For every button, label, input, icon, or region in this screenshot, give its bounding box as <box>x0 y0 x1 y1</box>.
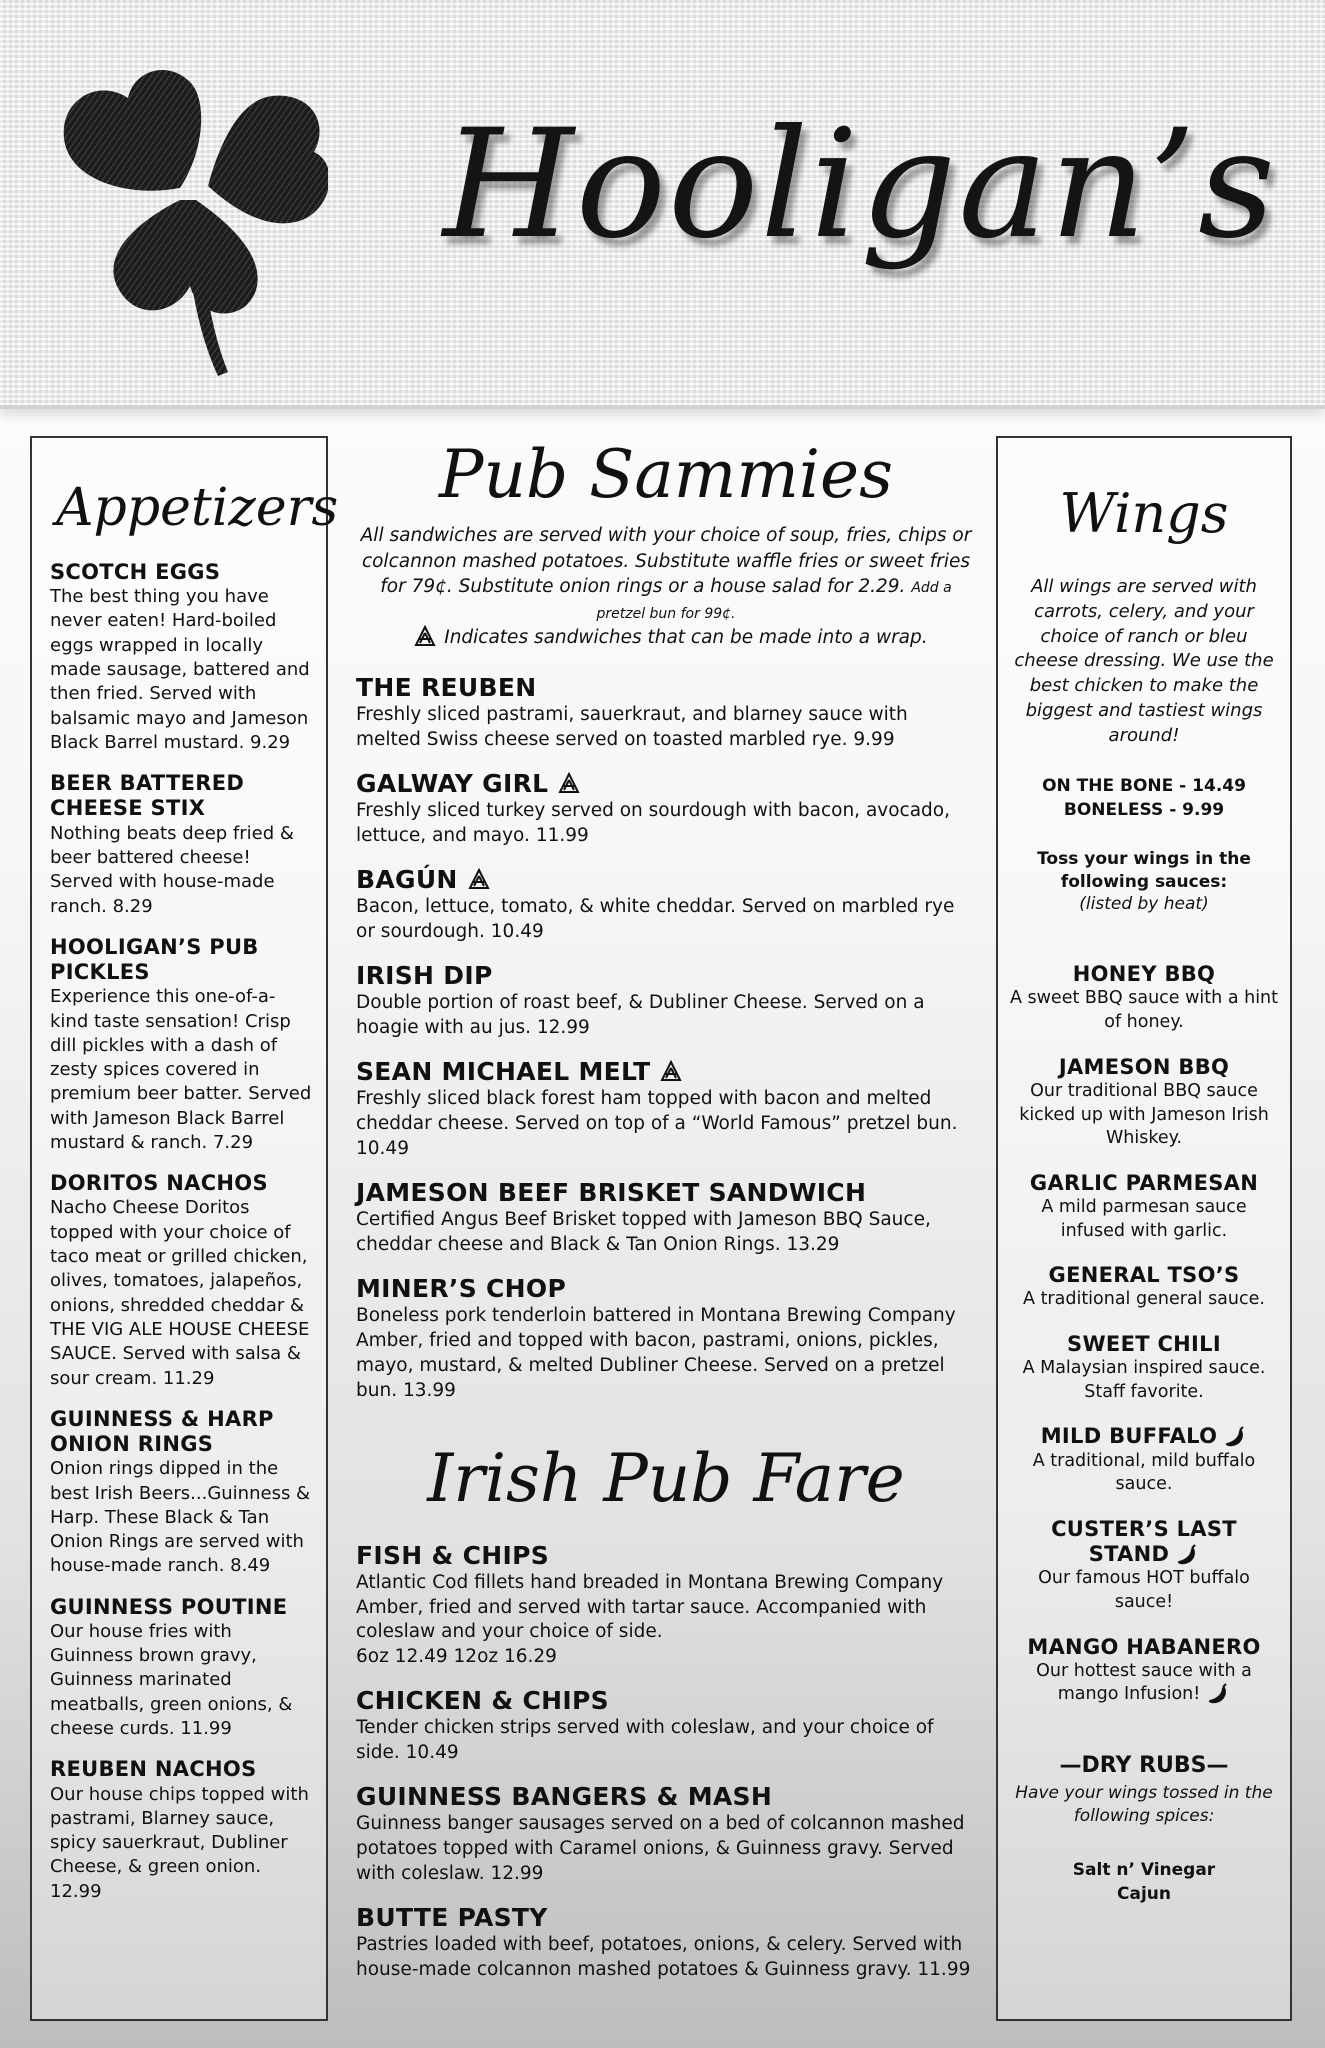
menu-item <box>356 673 976 753</box>
sauce-description-row <box>1008 1660 1280 1707</box>
sauce-description: A mild parmesan sauce infused with garlic. <box>1041 1196 1247 1241</box>
item-description: Nothing beats deep fried & beer battered cheese! Served with house-made ranch. 8.29 <box>50 822 294 917</box>
header-banner <box>0 0 1325 409</box>
toss-subheading: (listed by heat) <box>1079 894 1209 915</box>
item-description: Nacho Cheese Doritos topped with your choice of taco meat or grilled chicken, olives, tomatoes, jalapeños, onions, shredded cheddar & THE VIG ALE HOUSE CHEESE SAUCE. Served with salsa & sour cream. 11.29 <box>50 1197 310 1389</box>
sauce-name: HONEY BBQ <box>1072 962 1216 987</box>
item-name: REUBEN NACHOS <box>50 1757 257 1782</box>
brand-title: Hooligan’s <box>442 98 1278 272</box>
menu-item <box>356 1057 976 1162</box>
sauce-name: GARLIC PARMESAN <box>1029 1170 1259 1195</box>
chili-pepper-icon <box>1204 1683 1230 1705</box>
item-description: Guinness banger sausages served on a bed of colcannon mashed potatoes topped with Caramel onions, & Guinness gravy. Served with coleslaw. 12.99 <box>356 1813 965 1885</box>
item-name: BAGÚN <box>356 864 458 894</box>
sauce-name: SWEET CHILI <box>1067 1332 1221 1357</box>
celtic-knot-icon <box>556 772 582 798</box>
chili-pepper-icon <box>1173 1544 1199 1566</box>
item-name: GUINNESS & HARP ONION RINGS <box>50 1406 274 1457</box>
dry-rub-item: Cajun <box>1117 1884 1171 1905</box>
menu-item <box>356 769 976 849</box>
celtic-knot-icon <box>658 1060 684 1086</box>
item-price: 6oz 12.49 12oz 16.29 <box>356 1646 557 1668</box>
sauce-name: CUSTER’S LAST STAND <box>1051 1516 1237 1567</box>
item-name-row <box>356 865 976 895</box>
sauce-name-row <box>1008 1424 1280 1449</box>
price-boneless: BONELESS - 9.99 <box>1063 799 1225 820</box>
sauce-description: A Malaysian inspired sauce. Staff favorite. <box>1022 1358 1266 1402</box>
sauce-item <box>1008 962 1280 1034</box>
item-description: Boneless pork tenderloin battered in Montana Brewing Company Amber, fried and topped with bacon, pastrami, onions, pickles, mayo, mustard, & melted Dubliner Cheese. Served on a pretzel bun. 13.99 <box>356 1304 956 1401</box>
wings-title: Wings <box>1059 482 1229 545</box>
item-description: Pastries loaded with beef, potatoes, onions, & celery. Served with house-made colcannon mashed potatoes & Guinness gravy. 11.99 <box>356 1934 971 1981</box>
wings-panel <box>996 436 1292 2021</box>
menu-item <box>356 961 976 1041</box>
appetizers-title: Appetizers <box>56 478 339 538</box>
sauce-description: A traditional, mild buffalo sauce. <box>1032 1450 1256 1495</box>
item-name: BEER BATTERED CHEESE STIX <box>50 771 245 821</box>
item-description: Onion rings dipped in the best Irish Beers...Guinness & Harp. These Black & Tan Onion Rings are served with house-made ranch. 8.49 <box>50 1458 311 1577</box>
item-description: Certified Angus Beef Brisket topped with Jameson BBQ Sauce, cheddar cheese and Black & Tan Onion Rings. 13.29 <box>356 1208 931 1255</box>
sauce-description: Our hottest sauce with a mango Infusion! <box>1036 1660 1252 1705</box>
toss-heading: Toss your wings in the following sauces: <box>1037 849 1251 893</box>
sauce-name-row <box>1008 1517 1280 1567</box>
celtic-knot-icon <box>412 625 438 651</box>
menu-item <box>50 1595 312 1742</box>
sauce-description: Our famous HOT buffalo sauce! <box>1038 1568 1250 1612</box>
item-description: Experience this one-of-a-kind taste sensation! Crisp dill pickles with a dash of zesty spices covered in premium beer batter. Served with Jameson Black Barrel mustard & ranch. 7.29 <box>50 986 312 1153</box>
menu-item <box>50 560 312 755</box>
sauce-item <box>1008 1517 1280 1615</box>
menu-item <box>356 1686 976 1766</box>
item-description: Freshly sliced pastrami, sauerkraut, and blarney sauce with melted Swiss cheese served on toasted marbled rye. 9.99 <box>356 704 908 751</box>
item-name: SEAN MICHAEL MELT <box>356 1056 651 1086</box>
menu-item <box>50 935 312 1155</box>
sauce-item <box>1008 1635 1280 1707</box>
sauce-name: GENERAL TSO’S <box>1048 1263 1240 1288</box>
item-name-row <box>356 769 976 799</box>
item-name: BUTTE PASTY <box>356 1903 548 1933</box>
item-name: HOOLIGAN’S PUB PICKLES <box>50 934 259 985</box>
item-name: CHICKEN & CHIPS <box>356 1686 609 1716</box>
dry-rub-item: Salt n’ Vinegar <box>1072 1859 1216 1880</box>
menu-item <box>356 1903 976 1983</box>
sandwich-note <box>356 523 976 651</box>
sandwich-note-text: All sandwiches are served with your choice of soup, fries, chips or colcannon mashed potatoes. Substitute waffle fries or sweet fries for 79¢. Substitute onion rings or a house salad for 2.29. <box>360 525 972 598</box>
dry-rubs-subtitle: Have your wings tossed in the following spices: <box>1015 1782 1273 1826</box>
sauce-name: MILD BUFFALO <box>1040 1424 1218 1449</box>
item-name: GUINNESS POUTINE <box>50 1594 288 1619</box>
menu-item <box>356 865 976 945</box>
pretzel-note: Add a pretzel bun for 99¢. <box>596 580 952 622</box>
item-name: SCOTCH EGGS <box>50 560 221 584</box>
chili-pepper-icon <box>1221 1426 1247 1448</box>
dry-rubs-list <box>1008 1858 1280 1907</box>
sauce-description: A sweet BBQ sauce with a hint of honey. <box>1009 988 1279 1033</box>
sauce-name: JAMESON BBQ <box>1058 1054 1230 1079</box>
item-name: DORITOS NACHOS <box>50 1171 268 1196</box>
item-name: MINER’S CHOP <box>356 1273 567 1303</box>
shamrock-icon <box>58 60 328 380</box>
price-on-the-bone: ON THE BONE - 14.49 <box>1042 775 1246 796</box>
sauce-item <box>1008 1424 1280 1496</box>
menu-item <box>356 1274 976 1404</box>
item-description: Bacon, lettuce, tomato, & white cheddar. Served on marbled rye or sourdough. 10.49 <box>356 895 955 942</box>
item-description: Double portion of roast beef, & Dubliner Cheese. Served on a hoagie with au jus. 12.99 <box>356 991 925 1038</box>
item-name: IRISH DIP <box>356 960 493 990</box>
wings-note: All wings are served with carrots, celery, and your choice of ranch or bleu cheese dressing. We use the best chicken to make the biggest and tastiest wings around! <box>1014 576 1274 746</box>
wings-prices <box>1008 775 1280 823</box>
item-name: GALWAY GIRL <box>356 769 549 798</box>
item-description: Our house chips topped with pastrami, Blarney sauce, spicy sauerkraut, Dubliner Cheese, & green onion. 12.99 <box>50 1783 309 1902</box>
menu-item <box>50 771 312 919</box>
sauce-item <box>1008 1332 1280 1404</box>
item-name-row <box>356 1057 976 1087</box>
pub-sammies-title: Pub Sammies <box>439 436 893 513</box>
sauce-item <box>1008 1055 1280 1151</box>
dry-rubs-title: —DRY RUBS— <box>1059 1752 1229 1778</box>
item-description: Our house fries with Guinness brown gravy, Guinness marinated meatballs, green onions, & cheese curds. 11.99 <box>50 1620 293 1740</box>
wrap-note: Indicates sandwiches that can be made into a wrap. <box>444 627 928 649</box>
sauce-item <box>1008 1263 1280 1312</box>
item-description: Atlantic Cod fillets hand breaded in Montana Brewing Company Amber, fried and served with tartar sauce. Accompanied with coleslaw and your choice of side. <box>356 1571 944 1643</box>
item-description: Tender chicken strips served with coleslaw, and your choice of side. 10.49 <box>356 1717 934 1764</box>
sauce-name: MANGO HABANERO <box>1027 1634 1261 1659</box>
item-name: GUINNESS BANGERS & MASH <box>356 1782 773 1812</box>
sauce-description: A traditional general sauce. <box>1023 1289 1265 1310</box>
item-name: JAMESON BEEF BRISKET SANDWICH <box>356 1177 867 1207</box>
item-description: Freshly sliced turkey served on sourdough with bacon, avocado, lettuce, and mayo. 11.99 <box>356 800 950 846</box>
menu-item <box>356 1178 976 1258</box>
appetizers-panel <box>30 436 339 2021</box>
item-name: THE REUBEN <box>356 673 537 703</box>
item-description: Freshly sliced black forest ham topped with bacon and melted cheddar cheese. Served on top of a “World Famous” pretzel bun. 10.49 <box>356 1087 958 1159</box>
irish-pub-fare-title: Irish Pub Fare <box>427 1439 905 1517</box>
menu-item <box>356 1541 976 1671</box>
sauce-description: Our traditional BBQ sauce kicked up with Jameson Irish Whiskey. <box>1019 1080 1269 1149</box>
sandwiches-panel <box>356 436 976 2021</box>
menu-item <box>50 1171 312 1391</box>
celtic-knot-icon <box>466 868 492 894</box>
menu-item <box>50 1407 312 1579</box>
menu-item <box>356 1782 976 1887</box>
item-name: FISH & CHIPS <box>356 1540 550 1570</box>
menu-item <box>50 1757 312 1904</box>
sauce-item <box>1008 1171 1280 1243</box>
item-description: The best thing you have never eaten! Hard-boiled eggs wrapped in locally made sausage, battered and then fried. Served with balsamic mayo and Jameson Black Barrel mustard. 9.29 <box>50 586 310 753</box>
